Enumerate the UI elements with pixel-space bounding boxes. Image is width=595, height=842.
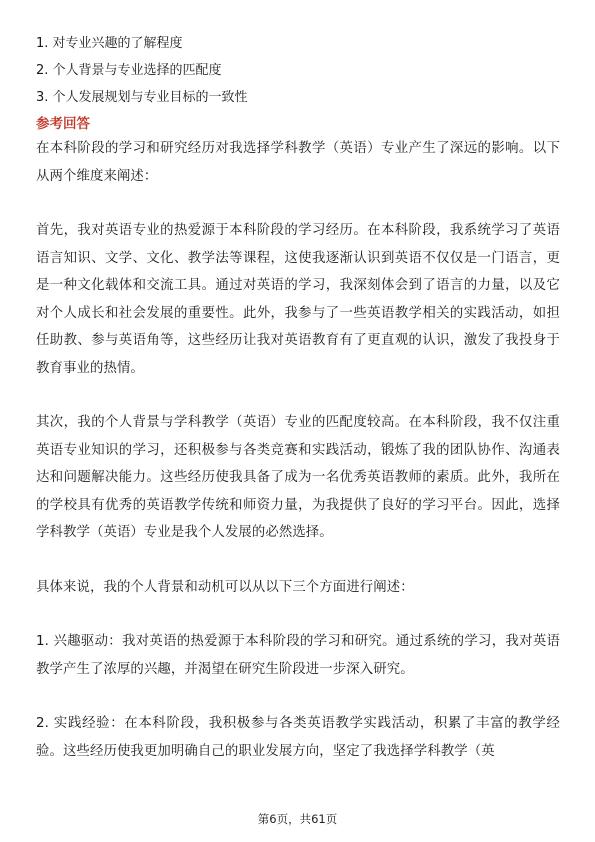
page-number: 第6页，共61页: [257, 812, 338, 826]
paragraph-intro: 在本科阶段的学习和研究经历对我选择学科教学（英语）专业产生了深远的影响。以下从两个维度来阐述：: [36, 141, 560, 184]
paragraph-gap: [36, 382, 560, 409]
paragraph-gap: [36, 190, 560, 217]
document-page: [36, 30, 560, 765]
paragraph-point-2: 2. 实践经验：在本科阶段，我积极参与各类英语教学实践活动，积累了丰富的教学经验。这些经历使我更加明确自己的职业发展方向，坚定了我选择学科教学（英: [36, 716, 560, 759]
paragraph-specific: 具体来说，我的个人背景和动机可以从以下三个方面进行阐述：: [36, 579, 414, 595]
list-item: 3. 个人发展规划与专业目标的一致性: [36, 90, 248, 105]
paragraph-gap: [36, 601, 560, 628]
paragraph-point-1: 1. 兴趣驱动：我对英语的热爱源于本科阶段的学习和研究。通过系统的学习，我对英语教学产生了浓厚的兴趣，并渴望在研究生阶段进一步深入研究。: [36, 634, 560, 677]
list-item: 1. 对专业兴趣的了解程度: [36, 36, 183, 51]
paragraph-first: 首先，我对英语专业的热爱源于本科阶段的学习经历。在本科阶段，我系统学习了英语语言知识、文学、文化、教学法等课程，这使我逐渐认识到英语不仅仅是一门语言，更是一种文化载体和交流工具。通过对英语的学习，我深刻体会到了语言的力量，以及它对个人成长和社会发展的重要性。此外，我参与了一些英语教学相关的实践活动，如担任助教、参与英语角等，这些经历让我对英语教育有了更直观的认识，激发了我投身于教育事业的热情。: [36, 223, 560, 376]
paragraph-gap: [36, 683, 560, 710]
paragraph-gap: [36, 547, 560, 574]
paragraph-second: 其次，我的个人背景与学科教学（英语）专业的匹配度较高。在本科阶段，我不仅注重英语专业知识的学习，还积极参与各类竞赛和实践活动，锻炼了我的团队协作、沟通表达和问题解决能力。这些经历使我具备了成为一名优秀英语教师的素质。此外，我所在的学校具有优秀的英语教学传统和师资力量，为我提供了良好的学习平台。因此，选择学科教学（英语）专业是我个人发展的必然选择。: [36, 415, 560, 540]
list-item: 2. 个人背景与专业选择的匹配度: [36, 63, 222, 78]
section-heading: 参考回答: [36, 116, 90, 132]
